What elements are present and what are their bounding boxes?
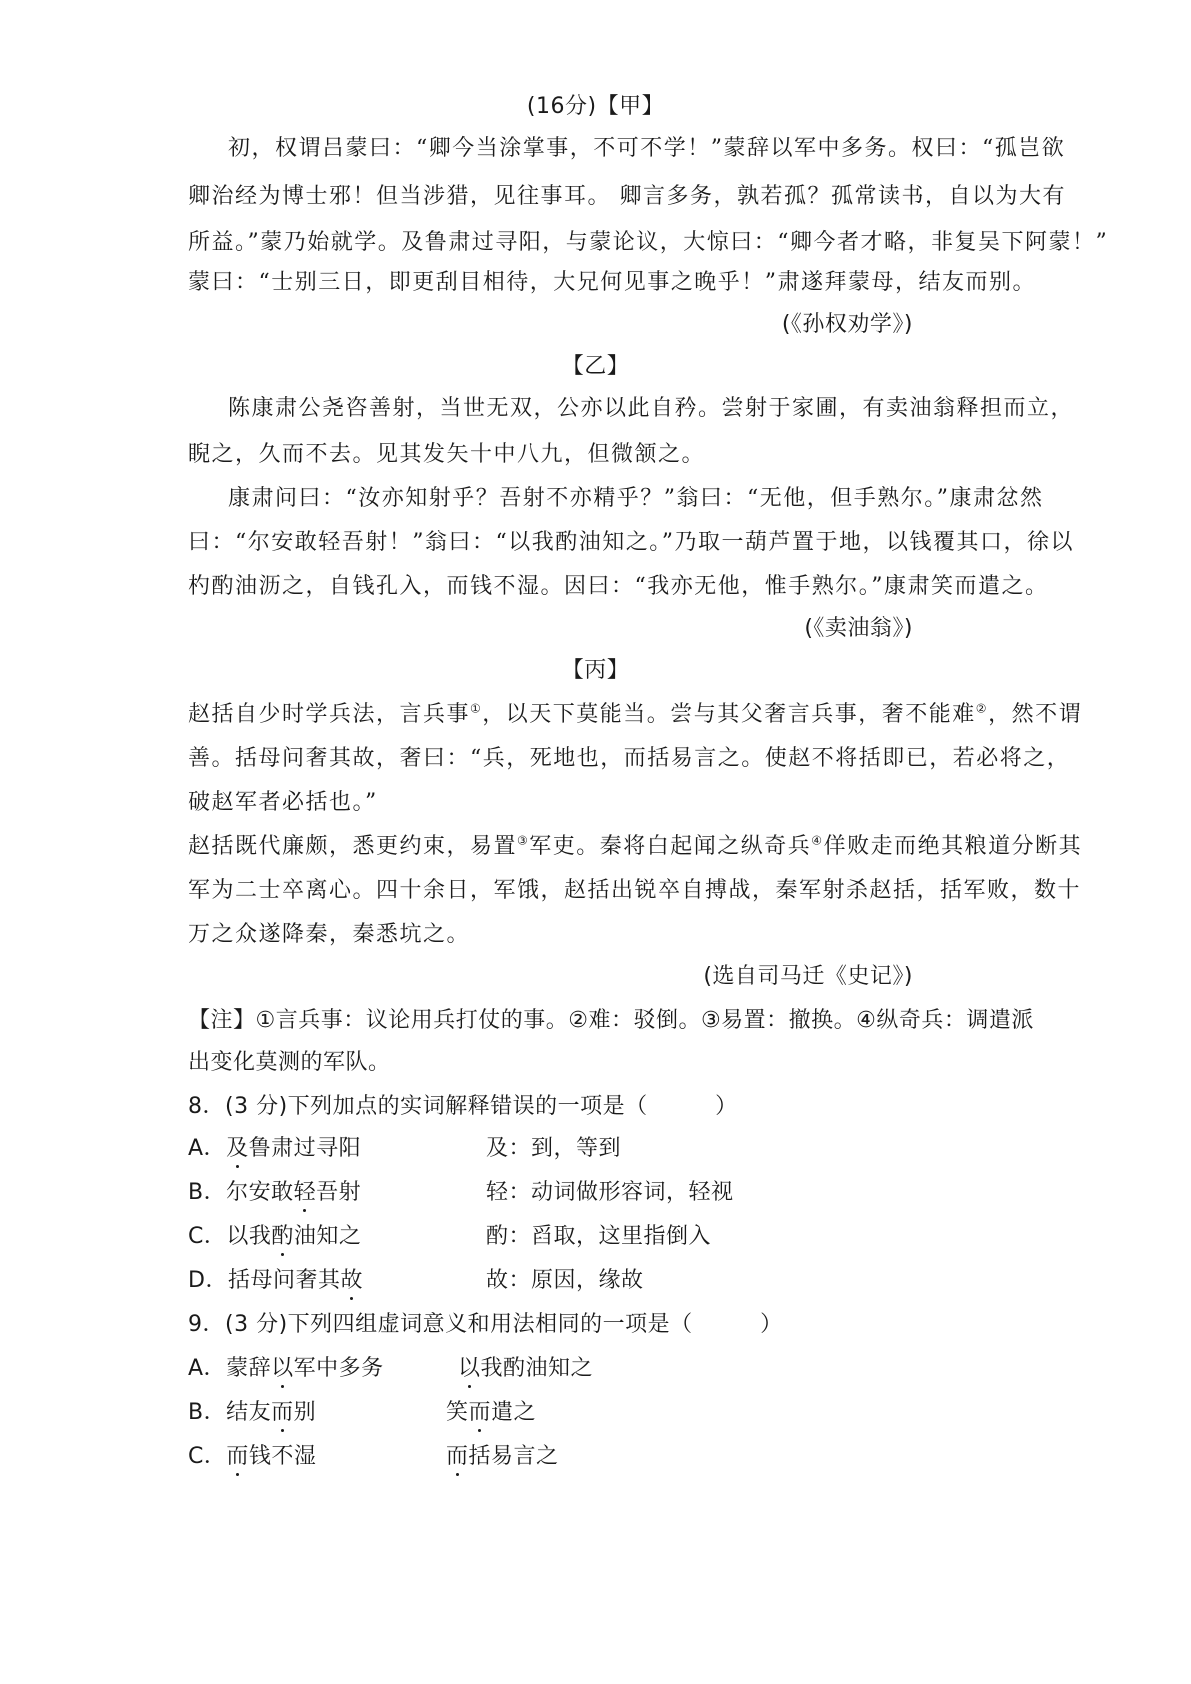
note-line-1: 【注】①言兵事：议论用兵打仗的事。②难：驳倒。③易置：撤换。④纵奇兵：调遣派: [188, 1008, 1034, 1033]
passage-bing-line-4: [188, 832, 1082, 862]
passage-bing-source: (选自司马迁《史记》): [703, 964, 913, 989]
passage-bing-line-1: [188, 700, 1082, 730]
dotted-word: 以: [271, 1354, 294, 1384]
option-text-post: 军中多务: [293, 1356, 384, 1381]
passage-yi-source: (《卖油翁》): [804, 616, 913, 641]
passage-bing-line-4-part-b: 军吏。秦将白起闻之纵奇兵: [529, 834, 812, 859]
question-9-option-b[interactable]: [188, 1398, 316, 1428]
passage-yi-line-5: 杓酌油沥之，自钱孔入，而钱不湿。因曰：“我亦无他，惟手熟尔。”康肃笑而遣之。: [188, 574, 1049, 599]
question-9-option-b-compare: [446, 1398, 536, 1428]
option-letter: C．: [188, 1224, 227, 1249]
option-text-post: 别: [293, 1400, 317, 1425]
question-9-option-c-compare: [446, 1442, 559, 1472]
question-9-stem: 9．(3 分)下列四组虚词意义和用法相同的一项是（ ）: [188, 1312, 783, 1337]
option-text-pre: 尔安敢: [226, 1180, 294, 1205]
question-8-option-d[interactable]: [188, 1266, 363, 1296]
dotted-word: 酌: [271, 1222, 294, 1252]
passage-yi-line-1: 陈康肃公尧咨善射，当世无双，公亦以此自矜。尝射于家圃，有卖油翁释担而立，: [228, 396, 1075, 421]
option-letter: A．: [188, 1136, 227, 1161]
dotted-word: 而: [226, 1442, 249, 1472]
question-8-option-b[interactable]: [188, 1178, 361, 1208]
passage-bing-line-3: 破赵军者必括也。”: [188, 790, 378, 815]
dotted-word: 而: [271, 1398, 294, 1428]
option-text-pre: 蒙辞: [226, 1356, 272, 1381]
footnote-marker-3: ③: [517, 833, 530, 848]
passage-yi-line-3: 康肃问曰：“汝亦知射乎？吾射不亦精乎？”翁曰：“无他，但手熟尔。”康肃忿然: [228, 486, 1044, 511]
option-letter: D．: [188, 1268, 228, 1293]
question-8-option-c[interactable]: [188, 1222, 361, 1252]
footnote-marker-1: ①: [470, 701, 483, 716]
passage-bing-line-2: 善。括母问奢其故，奢曰：“兵，死地也，而括易言之。使赵不将括即已，若必将之，: [188, 746, 1071, 771]
dotted-word: 轻: [294, 1178, 317, 1208]
option-text-post: 钱不湿: [248, 1444, 317, 1469]
option-letter: C．: [188, 1444, 227, 1469]
passage-jia-line-4: 蒙曰：“士别三日，即更刮目相待，大兄何见事之晚乎！”肃遂拜蒙母，结友而别。: [188, 270, 1036, 295]
option-text-pre: 括母问奢其: [227, 1268, 341, 1293]
question-8-option-a-explanation: 及：到，等到: [486, 1136, 622, 1161]
passage-bing-line-1-part-b: ，以天下莫能当。尝与其父奢言兵事，奢不能难: [482, 702, 976, 727]
passage-jia-line-3: 所益。”蒙乃始就学。及鲁肃过寻阳，与蒙论议，大惊曰：“卿今者才略，非复吴下阿蒙！”: [188, 230, 1109, 255]
footnote-marker-2: ②: [975, 701, 989, 716]
passage-bing-line-5: 军为二士卒离心。四十余日，军饿，赵括出锐卒自搏战，秦军射杀赵括，括军败，数十: [188, 878, 1082, 903]
question-9-option-a-compare: [458, 1354, 593, 1384]
option-text-pre: 结友: [226, 1400, 272, 1425]
compare-text-post: 遣之: [491, 1400, 537, 1425]
passage-bing-line-4-part-a: 赵括既代廉颇，悉更约束，易置: [188, 834, 518, 859]
passage-bing-line-1-part-c: ，然不谓: [988, 702, 1083, 727]
passage-jia-source: (《孙权劝学》): [781, 312, 913, 337]
passage-bing-line-1-part-a: 赵括自少时学兵法，言兵事: [188, 702, 471, 727]
option-letter: B．: [188, 1400, 227, 1425]
dotted-word: 故: [340, 1266, 363, 1296]
passage-bing-line-6: 万之众遂降秦，秦悉坑之。: [188, 922, 471, 947]
footnote-marker-4: ④: [811, 833, 824, 848]
passage-jia-line-1: 初，权谓吕蒙曰：“卿今当涂掌事，不可不学！”蒙辞以军中多务。权曰：“孤岂欲: [228, 136, 1066, 161]
question-8-option-c-explanation: 酌：舀取，这里指倒入: [486, 1224, 712, 1249]
question-8-option-a[interactable]: [188, 1134, 361, 1164]
option-letter: A．: [188, 1356, 227, 1381]
option-text-post: 吾射: [316, 1180, 362, 1205]
question-9-option-c[interactable]: [188, 1442, 316, 1472]
option-text-pre: 以我: [226, 1224, 272, 1249]
section-heading-jia: (16分)【甲】: [526, 94, 665, 119]
dotted-word: 而: [446, 1442, 469, 1472]
compare-text-post: 我酌油知之: [480, 1356, 594, 1381]
option-text-post: 油知之: [293, 1224, 362, 1249]
compare-text-pre: 笑: [446, 1400, 469, 1425]
question-8-stem: 8．(3 分)下列加点的实词解释错误的一项是（ ）: [188, 1094, 738, 1119]
question-8-option-d-explanation: 故：原因，缘故: [486, 1268, 644, 1293]
dotted-word: 以: [458, 1354, 481, 1384]
dotted-word: 及: [226, 1134, 249, 1164]
question-9-option-a[interactable]: [188, 1354, 384, 1384]
compare-text-post: 括易言之: [468, 1444, 559, 1469]
passage-bing-line-4-part-c: 佯败走而绝其粮道分断其: [823, 834, 1083, 859]
option-text-post: 鲁肃过寻阳: [248, 1136, 362, 1161]
dotted-word: 而: [469, 1398, 492, 1428]
passage-jia-line-2: 卿治经为博士邪！但当涉猎，见往事耳。 卿言多务，孰若孤？孤常读书，自以为大有: [188, 184, 1066, 209]
question-8-option-b-explanation: 轻：动词做形容词，轻视: [486, 1180, 734, 1205]
section-heading-bing: 【丙】: [561, 658, 630, 683]
section-heading-yi: 【乙】: [561, 354, 630, 379]
passage-yi-line-2: 睨之，久而不去。见其发矢十中八九，但微颔之。: [188, 442, 706, 467]
passage-yi-line-4: 曰：“尔安敢轻吾射！”翁曰：“以我酌油知之。”乃取一葫芦置于地，以钱覆其口，徐以: [188, 530, 1074, 555]
option-letter: B．: [188, 1180, 227, 1205]
note-line-2: 出变化莫测的军队。: [188, 1050, 391, 1075]
